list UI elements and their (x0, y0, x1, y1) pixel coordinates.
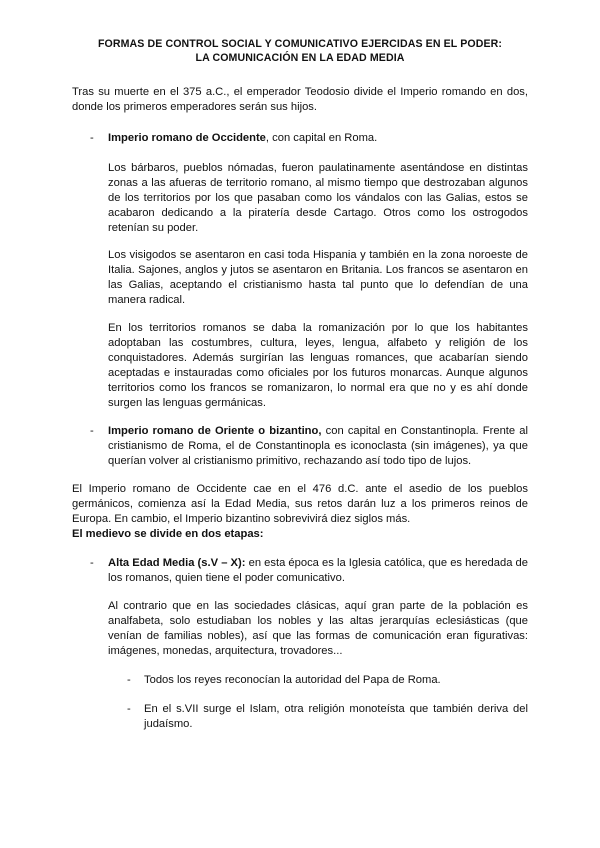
bullet-dash: - (90, 132, 94, 144)
occidente-paragraph-2: Los visigodos se asentaron en casi toda Hispania y también en la zona noroeste de Italia. Sajones, anglos y jutos se asentaron en Britania. Los francos se asentaron en las Galias, aceptando el cristianismo hasta tal punto que lo defendían de una manera radical. (108, 249, 528, 307)
division-heading (72, 527, 264, 542)
caida-paragraph: El Imperio romano de Occidente cae en el 476 d.C. ante el asedio de los pueblos germánicos, comienza así la Edad Media, sus retos darán luz a los primeros reinos de Europa. En cambio, el Imperio bizantino sobrevivirá diez siglos más. (72, 483, 528, 526)
document-title-line-2: LA COMUNICACIÓN EN LA EDAD MEDIA (195, 52, 405, 64)
occidente-paragraph-3: En los territorios romanos se daba la romanización por lo que los habitantes adoptaban las costumbres, cultura, leyes, lengua, alfabeto y religión de los conquistadores. Además surgirían las lenguas romances, que acabarían siendo aceptadas e instauradas como oficiales por los futuros monarcas. Aunque algunos territorios como los francos se romanizaron, lo normal era que no y es ahí donde surgen las lenguas germánicas. (108, 322, 528, 410)
sub-bullet-dash: - (127, 674, 131, 686)
occidente-heading-bold: Imperio romano de Occidente (108, 132, 266, 144)
occidente-heading (108, 131, 528, 146)
occidente-paragraph-1: Los bárbaros, pueblos nómadas, fueron paulatinamente asentándose en distintas zonas a las afueras de territorio romano, al mismo tiempo que destrozaban algunos de los territorios por los que pasaban como los vándalos con las Galias, estos se acabaron dedicando a la piratería desde Cartago. Otros como los ostrogodos retenían su poder. (108, 162, 528, 235)
alta-subitem-1: Todos los reyes reconocían la autoridad del Papa de Roma. (144, 674, 441, 686)
document-title-line-1: FORMAS DE CONTROL SOCIAL Y COMUNICATIVO EJERCIDAS EN EL PODER: (97, 38, 503, 50)
oriente-paragraph (108, 424, 528, 469)
occidente-heading-rest: , con capital en Roma. (265, 132, 378, 144)
division-heading-text: El medievo se divide en dos etapas: (72, 528, 264, 540)
alta-edad-media-paragraph (108, 556, 528, 586)
bullet-dash: - (90, 557, 94, 569)
oriente-heading-rest: con capital en Constantinopla. Frente al cristianismo de Roma, el de Constantinopla es iconoclasta (sin imágenes), ya que querían volver al cristianismo primitivo, rechazando así todo tipo de lujos. (108, 425, 528, 468)
bullet-dash: - (90, 425, 94, 437)
intro-paragraph: Tras su muerte en el 375 a.C., el emperador Teodosio divide el Imperio romando en dos, donde los primeros emperadores serán sus hijos. (72, 86, 528, 114)
alta-heading-rest: en esta época es la Iglesia católica, que es heredada de los romanos, quien tiene el poder comunicativo. (108, 557, 528, 585)
alta-subitem-2: En el s.VII surge el Islam, otra religión monoteísta que también deriva del judaísmo. (144, 703, 528, 731)
oriente-heading-bold: Imperio romano de Oriente o bizantino, (108, 425, 322, 437)
sub-bullet-dash: - (127, 703, 131, 715)
alta-heading-bold: Alta Edad Media (s.V – X): (108, 557, 246, 569)
alta-edad-media-detail: Al contrario que en las sociedades clásicas, aquí gran parte de la población es analfabeta, solo estudiaban los nobles y las altas jerarquías eclesiásticas (que venían de familias nobles), así que las formas de comunicación eran figurativas: imágenes, monedas, arquitectura, trovadores... (108, 600, 528, 658)
